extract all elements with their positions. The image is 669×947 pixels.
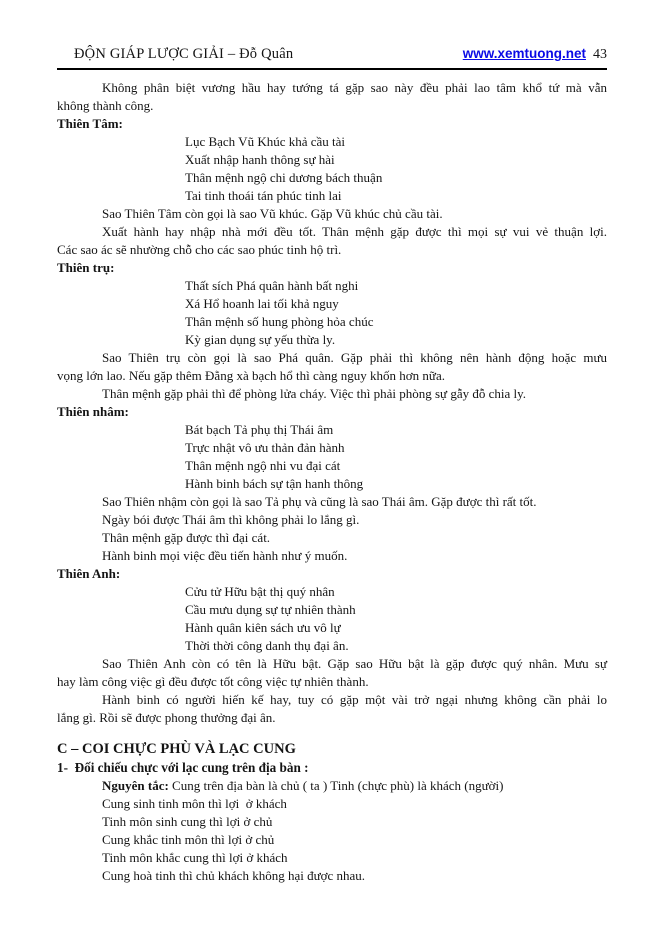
verse-line: Xá Hổ hoanh lai tối khả nguy: [185, 296, 339, 311]
header-right: [463, 46, 607, 63]
paragraph-line: Tinh môn khắc cung thì lợi ở khách: [102, 850, 288, 865]
document-title: ĐỘN GIÁP LƯỢC GIẢI – Đỗ Quân: [74, 46, 294, 62]
section-heading: Thiên Anh:: [57, 566, 121, 581]
paragraph-line: Các sao ác sẽ nhường chỗ cho các sao phúc tinh hộ trì.: [57, 242, 342, 257]
verse-line: Thời thời công danh thụ đại ân.: [185, 638, 349, 653]
section-heading: Thiên Tâm:: [57, 116, 123, 131]
paragraph-line: lắng gì. Rồi sẽ được phong thưởng đại ân.: [57, 710, 276, 725]
header-rule: [57, 68, 607, 70]
document-content: [57, 79, 607, 885]
verse-line: Lục Bạch Vũ Khúc khả cầu tài: [185, 134, 346, 149]
paragraph-line: Sao Thiên Anh còn có tên là Hữu bật. Gặp sao Hữu bật là gặp được quý nhân. Mưu sự: [102, 656, 607, 671]
paragraph-line: Thân mệnh gặp được thì đại cát.: [102, 530, 271, 545]
verse-line: Xuất nhập hanh thông sự hài: [185, 152, 335, 167]
page-number: 43: [593, 47, 607, 62]
verse-line: Kỳ gian dụng sự yếu thừa ly.: [185, 332, 336, 347]
verse-line: Thân mệnh ngộ chi dương bách thuận: [185, 170, 383, 185]
verse-line: Thất sích Phá quân hành bất nghi: [185, 278, 359, 293]
paragraph-line: Thân mệnh gặp phải thì để phòng lửa cháy. Việc thì phải phòng sự gẫy đỗ chia ly.: [102, 386, 527, 401]
verse-line: Hành binh bách sự tận hanh thông: [185, 476, 364, 491]
chapter-heading: C – COI CHỰC PHÙ VÀ LẠC CUNG: [57, 741, 296, 757]
paragraph-line: Hành binh mọi việc đều tiến hành như ý muốn.: [102, 548, 348, 563]
paragraph-line: Tinh môn sinh cung thì lợi ở chủ: [102, 814, 273, 829]
paragraph-line: Sao Thiên nhậm còn gọi là sao Tả phụ và cũng là sao Thái âm. Gặp được thì rất tốt.: [102, 494, 537, 509]
principle-label: Nguyên tắc:: [102, 778, 169, 793]
verse-line: Cầu mưu dụng sự tự nhiên thành: [185, 602, 356, 617]
paragraph-line: Xuất hành hay nhập nhà mới đều tốt. Thân mệnh gặp được thì mọi sự vui vẻ thuận lợi.: [102, 224, 607, 239]
verse-line: Thân mệnh ngộ nhi vu đại cát: [185, 458, 341, 473]
verse-line: Cửu tử Hữu bật thị quý nhân: [185, 584, 335, 599]
paragraph-line: Cung sinh tinh môn thì lợi ở khách: [102, 796, 287, 811]
paragraph-line: Ngày bói được Thái âm thì không phải lo lắng gì.: [102, 512, 360, 527]
section-heading: Thiên trụ:: [57, 260, 115, 275]
paragraph-line: Cung hoà tinh thì chủ khách không hại được nhau.: [102, 868, 366, 883]
paragraph-line: hay làm công việc gì đều được tốt công việc tự nhiên thành.: [57, 674, 369, 689]
paragraph-line: vọng lớn lao. Nếu gặp thêm Đằng xà bạch hổ thì càng nguy khốn hơn nữa.: [57, 368, 445, 383]
subsection-heading: 1- Đối chiếu chực với lạc cung trên địa bàn :: [57, 760, 309, 775]
paragraph-line: Hành binh có người hiến kế hay, tuy có gặp một vài trở ngại nhưng không cần phải lo: [102, 692, 607, 707]
verse-line: Hành quân kiên sách ưu vô lự: [185, 620, 341, 635]
website-link[interactable]: www.xemtuong.net: [462, 46, 586, 61]
paragraph-line: Sao Thiên trụ còn gọi là sao Phá quân. Gặp phải thì không nên hành động hoặc mưu: [102, 350, 607, 365]
verse-line: Tai tinh thoái tán phúc tinh lai: [185, 188, 342, 203]
section-heading: Thiên nhâm:: [57, 404, 129, 419]
verse-line: Thân mệnh số hung phòng hỏa chúc: [185, 314, 374, 329]
paragraph-line: không thành công.: [57, 98, 154, 113]
paragraph-line: Cung khắc tinh môn thì lợi ở chủ: [102, 832, 275, 847]
paragraph-line: Sao Thiên Tâm còn gọi là sao Vũ khúc. Gặp Vũ khúc chủ cầu tài.: [102, 206, 443, 221]
principle-line: Nguyên tắc: Cung trên địa bàn là chủ ( ta ) Tinh (chực phù) là khách (người): [102, 778, 504, 793]
page-header: [57, 46, 607, 63]
paragraph-line: Không phân biệt vương hầu hay tướng tá gặp sao này đều phải lao tâm khổ tứ mà vẫn: [102, 80, 607, 95]
verse-line: Trực nhật vô ưu thản đản hành: [185, 440, 345, 455]
verse-line: Bát bạch Tả phụ thị Thái âm: [185, 422, 334, 437]
